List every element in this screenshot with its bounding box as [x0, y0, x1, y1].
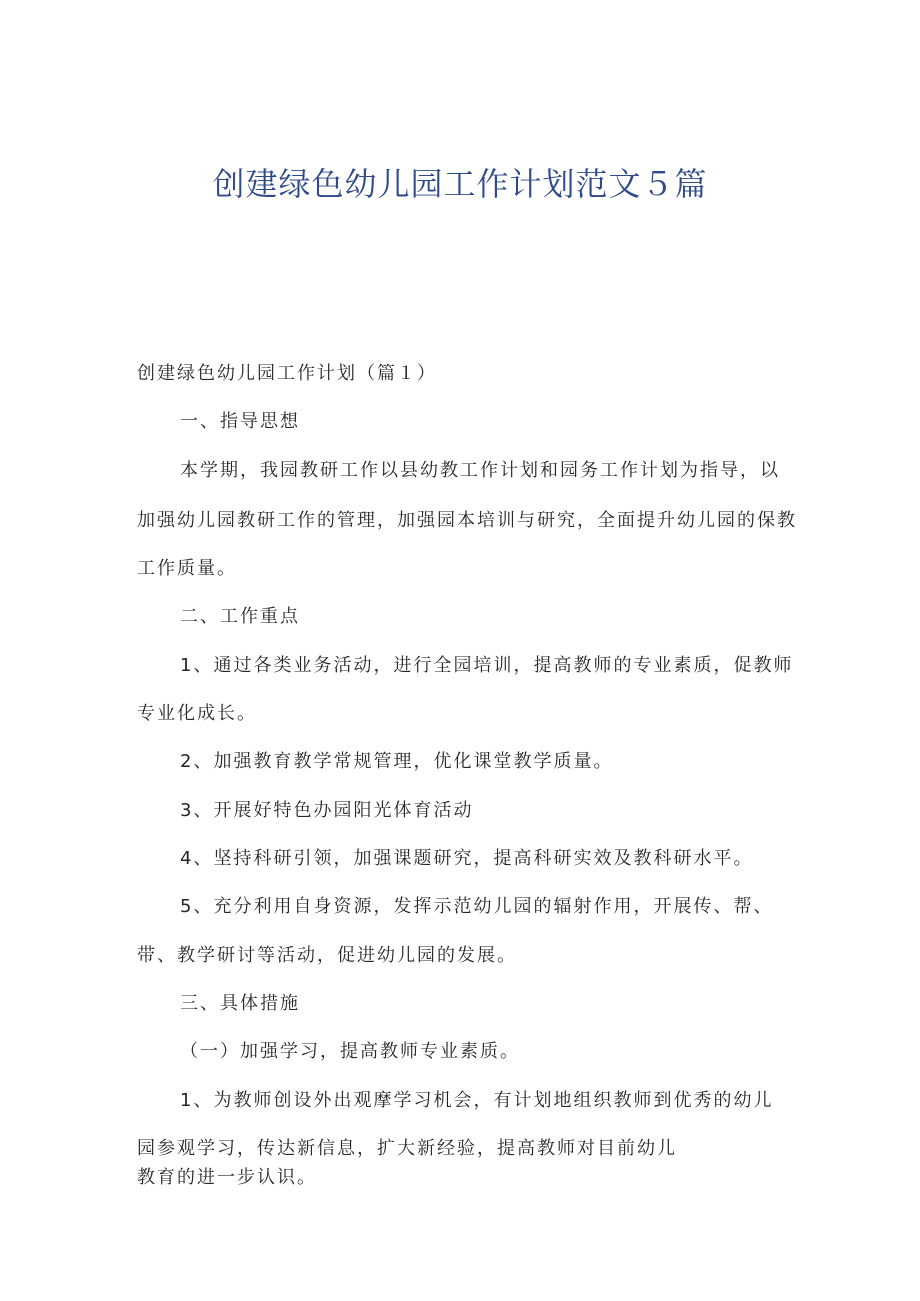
paragraph-line: 工作质量。	[137, 558, 237, 579]
list-item: 4、坚持科研引领，加强课题研究，提高科研实效及教科研水平。	[180, 848, 754, 869]
list-item-line: 专业化成长。	[137, 703, 257, 724]
sub-heading: （一）加强学习，提高教师专业素质。	[180, 1041, 520, 1062]
list-item-line: 教育的进一步认识。	[137, 1167, 317, 1188]
list-item: 3、开展好特色办园阳光体育活动	[180, 800, 474, 821]
heading-work-focus: 二、工作重点	[180, 606, 300, 627]
list-item-line: 带、教学研讨等活动，促进幼儿园的发展。	[137, 945, 517, 966]
paragraph-line: 本学期，我园教研工作以县幼教工作计划和园务工作计划为指导，以	[180, 460, 780, 481]
list-item-line: 1、为教师创设外出观摩学习机会，有计划地组织教师到优秀的幼儿	[180, 1090, 774, 1111]
section-heading: 创建绿色幼儿园工作计划（篇１）	[137, 363, 437, 384]
list-item-line: 5、充分利用自身资源，发挥示范幼儿园的辐射作用，开展传、帮、	[180, 896, 774, 917]
list-item: 2、加强教育教学常规管理，优化课堂教学质量。	[180, 751, 614, 772]
paragraph-line: 加强幼儿园教研工作的管理，加强园本培训与研究，全面提升幼儿园的保教	[137, 510, 797, 531]
list-item-line: 园参观学习，传达新信息，扩大新经验，提高教师对目前幼儿	[137, 1138, 677, 1159]
heading-specific-measures: 三、具体措施	[180, 993, 300, 1014]
heading-guiding-ideology: 一、指导思想	[180, 411, 300, 432]
list-item-line: 1、通过各类业务活动，进行全园培训，提高教师的专业素质，促教师	[180, 655, 794, 676]
document-title: 创建绿色幼儿园工作计划范文５篇	[212, 165, 708, 203]
